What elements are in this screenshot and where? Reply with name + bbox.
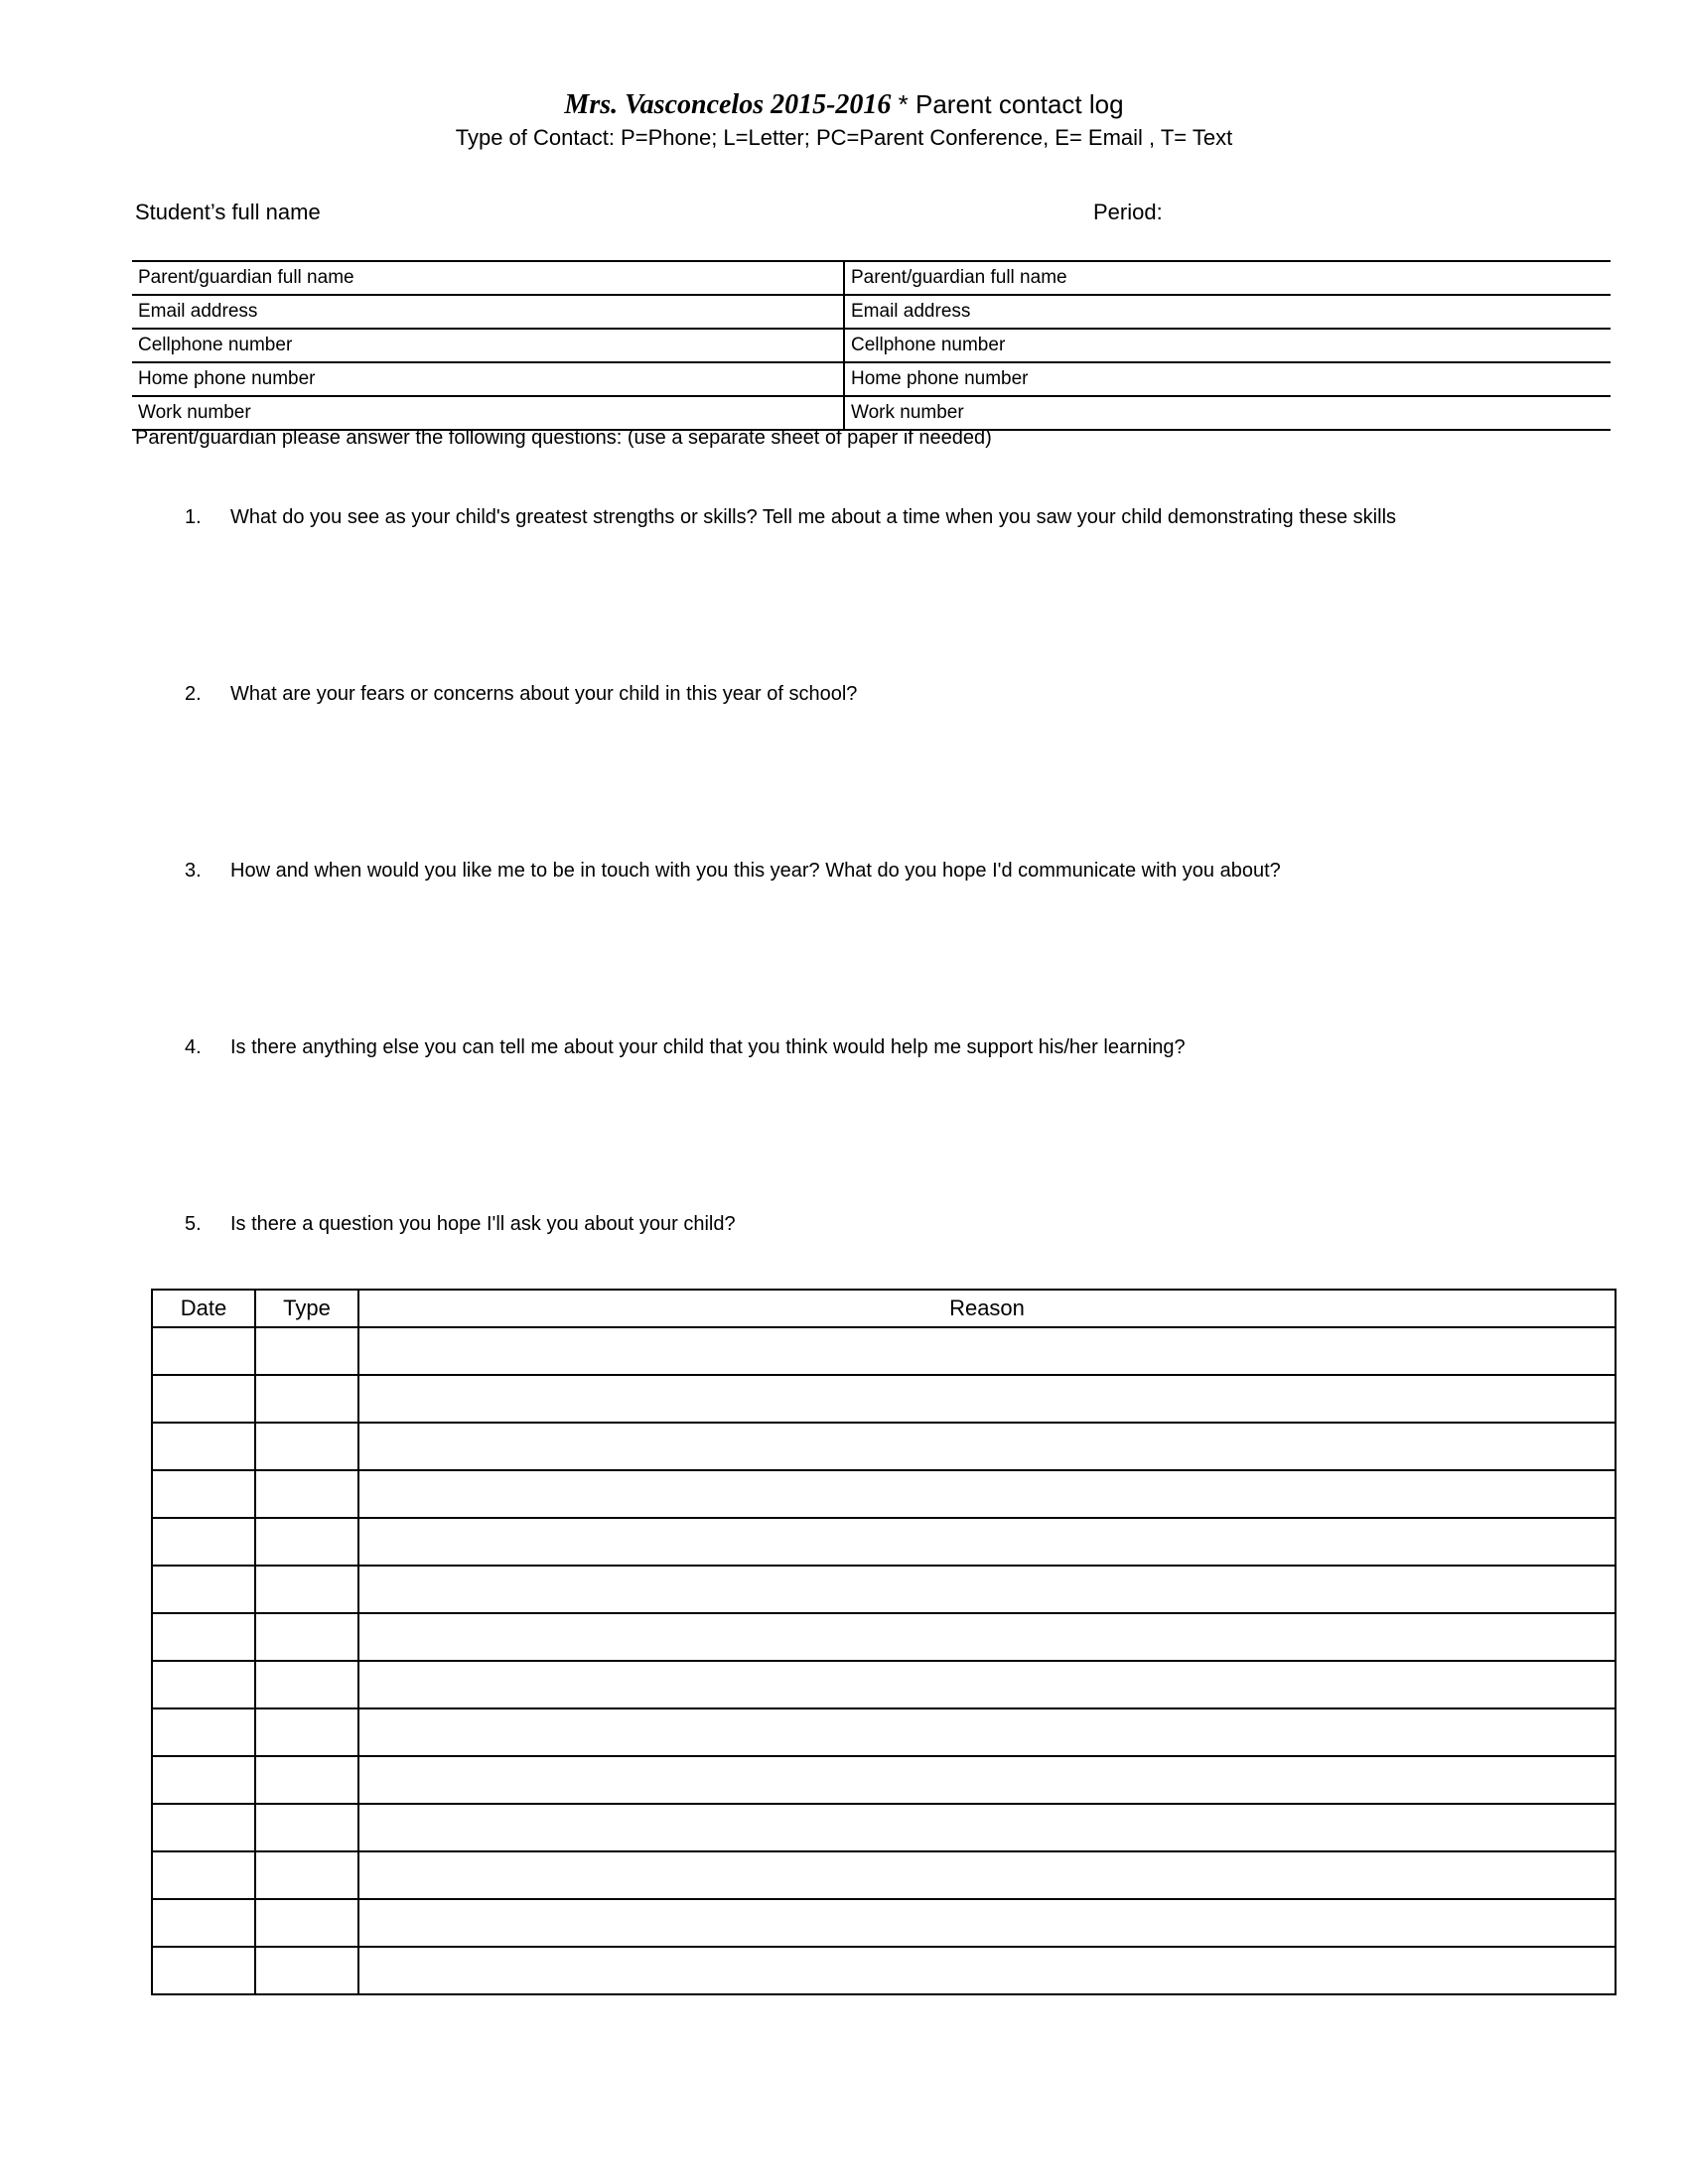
table-row — [152, 1470, 1616, 1518]
table-row — [152, 1423, 1616, 1470]
list-item — [185, 681, 1615, 858]
table-row — [152, 1851, 1616, 1899]
log-cell-type[interactable] — [255, 1423, 358, 1470]
guardian1-full-name-cell[interactable]: Parent/guardian full name — [132, 261, 844, 295]
log-cell-date[interactable] — [152, 1613, 255, 1661]
log-cell-type[interactable] — [255, 1470, 358, 1518]
table-row — [152, 1804, 1616, 1851]
question-number: 2. — [185, 683, 202, 705]
question-number: 1. — [185, 506, 202, 528]
log-cell-type[interactable] — [255, 1851, 358, 1899]
log-cell-date[interactable] — [152, 1804, 255, 1851]
column-header-date: Date — [152, 1290, 255, 1327]
question-text: Is there a question you hope I'll ask you about your child? — [230, 1213, 736, 1235]
table-row — [152, 1566, 1616, 1613]
log-cell-type[interactable] — [255, 1518, 358, 1566]
log-cell-date[interactable] — [152, 1327, 255, 1375]
question-number: 3. — [185, 860, 202, 882]
guardian2-cellphone-cell[interactable]: Cellphone number — [844, 329, 1611, 362]
log-cell-date[interactable] — [152, 1566, 255, 1613]
table-row — [132, 362, 1611, 396]
guardian2-email-cell[interactable]: Email address — [844, 295, 1611, 329]
log-cell-reason[interactable] — [358, 1708, 1616, 1756]
log-cell-type[interactable] — [255, 1566, 358, 1613]
questionnaire-list — [185, 504, 1615, 1388]
log-cell-type[interactable] — [255, 1708, 358, 1756]
log-cell-reason[interactable] — [358, 1851, 1616, 1899]
question-number: 5. — [185, 1213, 202, 1235]
log-cell-reason[interactable] — [358, 1661, 1616, 1708]
log-cell-reason[interactable] — [358, 1375, 1616, 1423]
guardian2-home-phone-cell[interactable]: Home phone number — [844, 362, 1611, 396]
log-cell-date[interactable] — [152, 1375, 255, 1423]
table-row — [152, 1661, 1616, 1708]
log-cell-type[interactable] — [255, 1804, 358, 1851]
log-cell-date[interactable] — [152, 1518, 255, 1566]
table-row — [132, 329, 1611, 362]
questionnaire-instruction: Parent/guardian please answer the following questions: (use a separate sheet of paper if needed) — [135, 427, 992, 449]
contact-type-legend: Type of Contact: P=Phone; L=Letter; PC=Parent Conference, E= Email , T= Text — [455, 125, 1233, 150]
log-cell-type[interactable] — [255, 1375, 358, 1423]
guardian1-email-cell[interactable]: Email address — [132, 295, 844, 329]
log-cell-reason[interactable] — [358, 1518, 1616, 1566]
page-title — [0, 87, 1688, 122]
log-cell-date[interactable] — [152, 1756, 255, 1804]
list-item — [185, 858, 1615, 1034]
log-cell-type[interactable] — [255, 1327, 358, 1375]
guardian1-home-phone-cell[interactable]: Home phone number — [132, 362, 844, 396]
question-text: How and when would you like me to be in touch with you this year? What do you hope I'd communicate with you about? — [230, 860, 1281, 882]
table-header-row — [152, 1290, 1616, 1327]
log-cell-date[interactable] — [152, 1470, 255, 1518]
guardian2-work-number-cell[interactable]: Work number — [844, 396, 1611, 430]
log-cell-reason[interactable] — [358, 1804, 1616, 1851]
log-cell-date[interactable] — [152, 1899, 255, 1947]
question-text: Is there anything else you can tell me about your child that you think would help me support his/her learning? — [230, 1036, 1186, 1058]
list-item — [185, 504, 1615, 681]
student-full-name-label: Student’s full name — [135, 200, 321, 224]
page-title-suffix: * Parent contact log — [891, 89, 1124, 119]
table-row — [152, 1375, 1616, 1423]
log-cell-date[interactable] — [152, 1423, 255, 1470]
log-cell-reason[interactable] — [358, 1756, 1616, 1804]
log-cell-date[interactable] — [152, 1851, 255, 1899]
guardian1-work-number-cell[interactable]: Work number — [132, 396, 844, 430]
log-cell-reason[interactable] — [358, 1327, 1616, 1375]
list-item — [185, 1034, 1615, 1211]
table-row — [152, 1613, 1616, 1661]
page-title-teacher-year: Mrs. Vasconcelos 2015-2016 — [564, 89, 892, 120]
column-header-type: Type — [255, 1290, 358, 1327]
log-cell-date[interactable] — [152, 1708, 255, 1756]
contact-log-table — [151, 1289, 1617, 1995]
log-cell-type[interactable] — [255, 1661, 358, 1708]
log-cell-reason[interactable] — [358, 1613, 1616, 1661]
log-cell-date[interactable] — [152, 1947, 255, 1994]
log-cell-type[interactable] — [255, 1947, 358, 1994]
table-row — [132, 295, 1611, 329]
log-cell-reason[interactable] — [358, 1947, 1616, 1994]
question-text: What do you see as your child's greatest strengths or skills? Tell me about a time when you saw your child demonstrating these skills — [230, 506, 1397, 528]
parent-guardian-contact-table — [132, 260, 1611, 431]
guardian2-full-name-cell[interactable]: Parent/guardian full name — [844, 261, 1611, 295]
log-cell-reason[interactable] — [358, 1470, 1616, 1518]
log-cell-date[interactable] — [152, 1661, 255, 1708]
contact-log-body — [152, 1327, 1616, 1994]
table-row — [152, 1947, 1616, 1994]
table-row — [152, 1708, 1616, 1756]
table-row — [152, 1327, 1616, 1375]
log-cell-type[interactable] — [255, 1899, 358, 1947]
log-cell-reason[interactable] — [358, 1899, 1616, 1947]
column-header-reason: Reason — [358, 1290, 1616, 1327]
table-row — [132, 261, 1611, 295]
log-cell-type[interactable] — [255, 1613, 358, 1661]
question-number: 4. — [185, 1036, 202, 1058]
log-cell-reason[interactable] — [358, 1423, 1616, 1470]
student-identification-row — [135, 199, 1605, 228]
guardian1-cellphone-cell[interactable]: Cellphone number — [132, 329, 844, 362]
table-row — [152, 1899, 1616, 1947]
log-cell-reason[interactable] — [358, 1566, 1616, 1613]
document-header — [0, 87, 1688, 154]
table-row — [152, 1756, 1616, 1804]
log-cell-type[interactable] — [255, 1756, 358, 1804]
period-label: Period: — [1093, 200, 1163, 224]
question-text: What are your fears or concerns about your child in this year of school? — [230, 683, 858, 705]
table-row — [152, 1518, 1616, 1566]
